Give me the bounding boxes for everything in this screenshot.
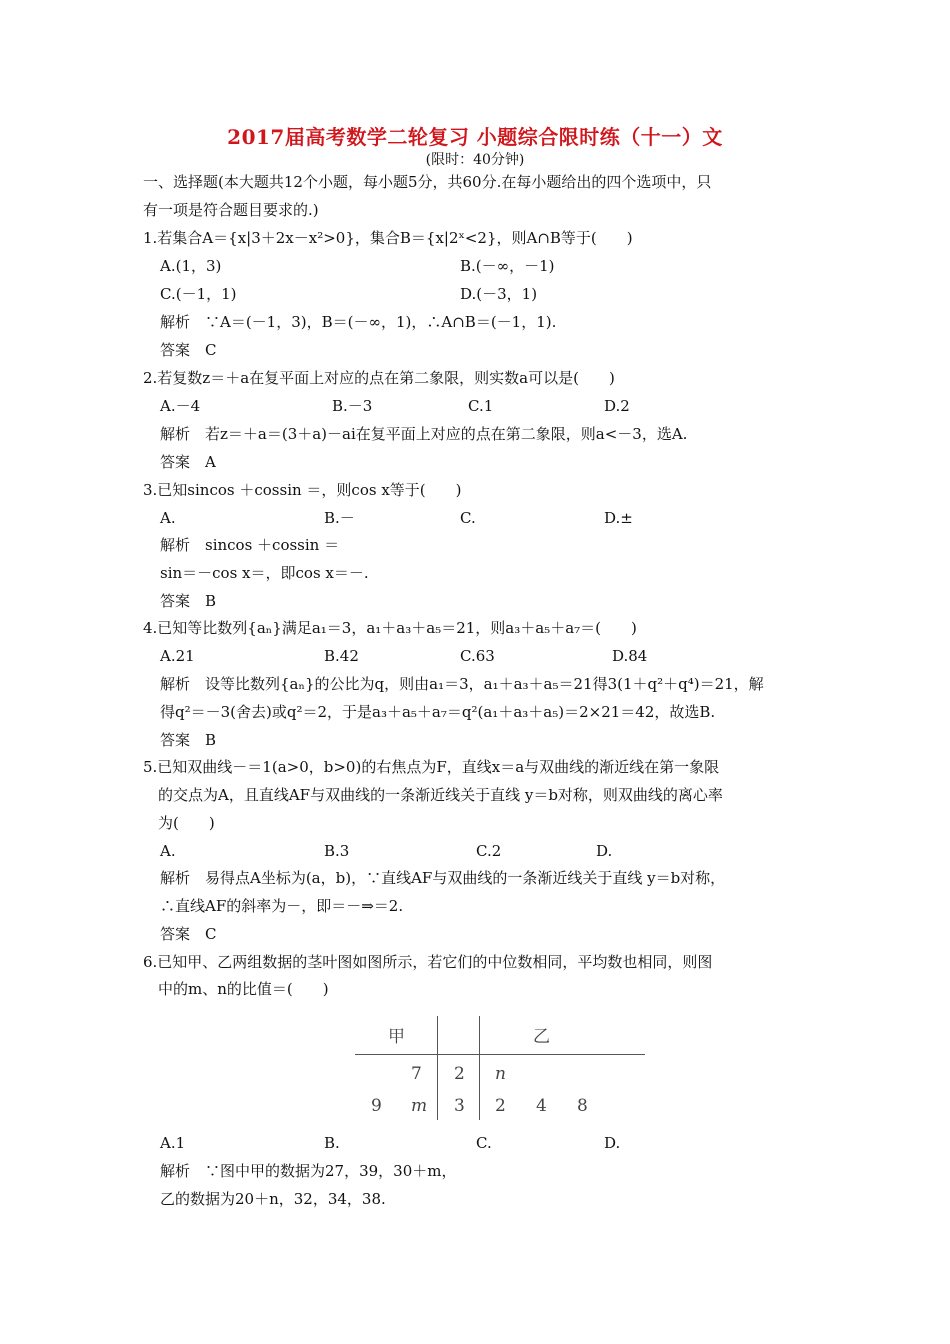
- q5-option-d: D.: [596, 842, 613, 860]
- q1-option-c: C.(－1，1): [160, 285, 237, 303]
- stem-leaf-diagram: [355, 1016, 645, 1120]
- stem-leaf-r1-stem: 2: [454, 1064, 465, 1084]
- q3-analysis-line1: 解析 sincos ＋cossin ＝: [160, 536, 340, 554]
- q2-option-c: C.1: [468, 397, 494, 415]
- stem-leaf-header-rule: [355, 1054, 645, 1055]
- q3-option-b: B.－: [324, 509, 355, 527]
- q3-option-c: C.: [460, 509, 476, 527]
- q5-stem-line3: 为( ): [158, 814, 215, 832]
- stem-leaf-left-divider: [437, 1016, 438, 1120]
- q6-option-a: A.1: [160, 1134, 186, 1152]
- q2-stem: 2.若复数z＝＋a在复平面上对应的点在第二象限，则实数a可以是( ): [143, 369, 615, 387]
- time-limit: (限时：40分钟): [425, 152, 525, 168]
- q4-analysis-line1: 解析 设等比数列{aₙ}的公比为q，则由a₁＝3，a₁＋a₃＋a₅＝21得3(1＋q²＋q⁴)＝21，解: [160, 675, 764, 693]
- q5-stem-line1: 5.已知双曲线－＝1(a>0，b>0)的右焦点为F，直线x＝a与双曲线的渐近线在第一象限: [143, 758, 720, 776]
- q5-option-a: A.: [160, 842, 176, 860]
- q2-analysis: 解析 若z＝＋a＝(3＋a)－ai在复平面上对应的点在第二象限，则a<－3，选A.: [160, 425, 688, 443]
- stem-leaf-head-yi: 乙: [533, 1027, 550, 1047]
- q4-analysis-line2: 得q²＝－3(舍去)或q²＝2，于是a₃＋a₅＋a₇＝q²(a₁＋a₃＋a₅)＝2×21＝42，故选B.: [160, 703, 716, 721]
- q6-option-b: B.: [324, 1134, 340, 1152]
- stem-leaf-r1-left-leaf: 7: [411, 1064, 422, 1084]
- q2-answer: 答案 A: [160, 453, 216, 471]
- q6-stem-line1: 6.已知甲、乙两组数据的茎叶图如图所示，若它们的中位数相同，平均数也相同，则图: [143, 953, 713, 971]
- q5-analysis-line1: 解析 易得点A坐标为(a，b)，∵直线AF与双曲线的一条渐近线关于直线 y＝b对称，: [160, 869, 726, 887]
- q1-stem: 1.若集合A＝{x|3＋2x－x²>0}，集合B＝{x|2ˣ<2}，则A∩B等于( ): [143, 229, 633, 247]
- q1-option-b: B.(－∞，－1): [460, 257, 555, 275]
- stem-leaf-r2-left-leaf-2: m: [411, 1096, 428, 1116]
- q2-option-a: A.－4: [160, 397, 201, 415]
- doc-title: 2017届高考数学二轮复习 小题综合限时练（十一）文: [227, 125, 723, 149]
- q5-option-c: C.2: [476, 842, 502, 860]
- section-intro-line1: 一、选择题(本大题共12个小题，每小题5分，共60分.在每小题给出的四个选项中，只: [143, 173, 712, 191]
- q3-option-d: D.±: [604, 509, 633, 527]
- q6-stem-line2: 中的m、n的比值＝( ): [158, 980, 329, 998]
- stem-leaf-head-jia: 甲: [388, 1027, 405, 1047]
- q4-answer: 答案 B: [160, 731, 217, 749]
- q6-option-c: C.: [476, 1134, 492, 1152]
- q3-stem: 3.已知sincos ＋cossin ＝，则cos x等于( ): [143, 481, 462, 499]
- q1-option-d: D.(－3，1): [460, 285, 538, 303]
- stem-leaf-r2-left-leaf-1: 9: [371, 1096, 382, 1116]
- q1-option-a: A.(1，3): [160, 257, 222, 275]
- q2-option-d: D.2: [604, 397, 630, 415]
- q3-answer: 答案 B: [160, 592, 217, 610]
- section-intro-line2: 有一项是符合题目要求的.): [143, 201, 319, 219]
- stem-leaf-r2-right-leaf-2: 4: [536, 1096, 547, 1116]
- q4-option-a: A.21: [160, 647, 195, 665]
- q6-analysis-line1: 解析 ∵图中甲的数据为27，39，30＋m，: [160, 1162, 457, 1180]
- q5-option-b: B.3: [324, 842, 350, 860]
- stem-leaf-r2-right-leaf-1: 2: [495, 1096, 506, 1116]
- stem-leaf-right-divider: [479, 1016, 480, 1120]
- q4-option-b: B.42: [324, 647, 359, 665]
- stem-leaf-r2-stem: 3: [454, 1096, 465, 1116]
- q2-option-b: B.－3: [332, 397, 373, 415]
- q5-answer: 答案 C: [160, 925, 217, 943]
- q1-answer: 答案 C: [160, 341, 217, 359]
- stem-leaf-r2-right-leaf-3: 8: [577, 1096, 588, 1116]
- q1-analysis: 解析 ∵A＝(－1，3)，B＝(－∞，1)，∴A∩B＝(－1，1).: [160, 313, 557, 331]
- q5-stem-line2: 的交点为A，且直线AF与双曲线的一条渐近线关于直线 y＝b对称，则双曲线的离心率: [158, 786, 723, 804]
- q4-option-c: C.63: [460, 647, 495, 665]
- q3-option-a: A.: [160, 509, 176, 527]
- q6-analysis-line2: 乙的数据为20＋n，32，34，38.: [160, 1190, 386, 1208]
- q5-analysis-line2: ∴直线AF的斜率为－，即＝－⇒＝2.: [160, 897, 404, 915]
- q6-option-d: D.: [604, 1134, 621, 1152]
- stem-leaf-r1-right-leaf: n: [495, 1064, 506, 1084]
- q4-option-d: D.84: [612, 647, 648, 665]
- q3-analysis-line2: sin＝－cos x＝，即cos x＝－.: [160, 564, 369, 582]
- q4-stem: 4.已知等比数列{aₙ}满足a₁＝3，a₁＋a₃＋a₅＝21，则a₃＋a₅＋a₇＝( ): [143, 619, 637, 637]
